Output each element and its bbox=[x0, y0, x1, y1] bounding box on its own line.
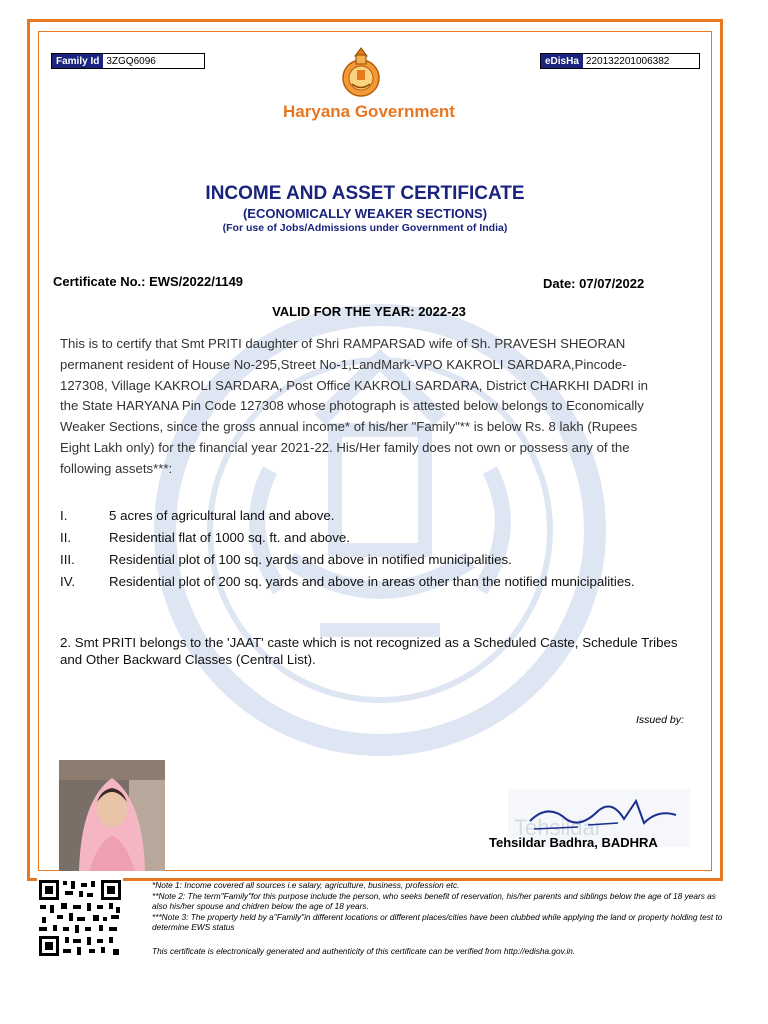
signatory-title: Tehsildar Badhra, BADHRA bbox=[489, 835, 658, 850]
asset-text: Residential flat of 1000 sq. ft. and above. bbox=[109, 530, 350, 545]
certificate-number: Certificate No.: EWS/2022/1149 bbox=[53, 274, 244, 289]
certificate-date: Date: 07/07/2022 bbox=[543, 276, 645, 291]
list-item bbox=[60, 530, 680, 546]
asset-text: Residential plot of 200 sq. yards and above in areas other than the notified municipalities. bbox=[109, 574, 635, 589]
haryana-emblem-icon bbox=[341, 42, 381, 98]
footnote-1: *Note 1: Income covered all sources i.e salary, agriculture, business, profession etc. bbox=[152, 880, 460, 890]
government-name: Haryana Government bbox=[283, 102, 455, 121]
edisha-label: eDisHa bbox=[541, 54, 583, 68]
list-item bbox=[60, 508, 680, 524]
asset-number: I. bbox=[60, 508, 68, 523]
qr-code-icon[interactable] bbox=[37, 878, 123, 958]
verification-note: This certificate is electronically generated and authenticity of this certificate can be verified from http://edisha.gov.in. bbox=[152, 946, 576, 956]
certificate-subnote: (For use of Jobs/Admissions under Government of India) bbox=[222, 222, 508, 234]
certification-paragraph: This is to certify that Smt PRITI daughter of Shri RAMPARSAD wife of Sh. PRAVESH SHEORAN permanent resident of House No-295,Street No-1,LandMark-VPO KAKROLI SARDARA,Pincode-127308, Village KAKROLI SARDARA, Post Office KAKROLI SARDARA, District CHARKHI DADRI in the State HARYANA Pin Code 127308 whose photograph is attested below belongs to Economically Weaker Sections, since the gross annual income* of his/her "Family"** is below Rs. 8 lakh (Rupees Eight Lakh only) for the financial year 2021-22. His/Her family does not own or possess any of the following assets***: bbox=[60, 336, 649, 476]
list-item bbox=[60, 574, 680, 590]
certificate-subtitle: (ECONOMICALLY WEAKER SECTIONS) bbox=[242, 206, 488, 221]
asset-number: III. bbox=[60, 552, 75, 567]
asset-text: 5 acres of agricultural land and above. bbox=[109, 508, 335, 523]
svg-text:Tehsildar: Tehsildar bbox=[514, 815, 603, 840]
caste-statement: 2. Smt PRITI belongs to the 'JAAT' caste which is not recognized as a Scheduled Caste, Schedule Tribes and Other Backward Classes (Central List). bbox=[60, 635, 678, 667]
family-id-value: 3ZGQ6096 bbox=[106, 56, 156, 67]
validity-year: VALID FOR THE YEAR: 2022-23 bbox=[272, 304, 466, 319]
certificate-title: INCOME AND ASSET CERTIFICATE bbox=[205, 183, 525, 204]
list-item bbox=[60, 552, 680, 568]
assets-list bbox=[60, 508, 680, 596]
asset-text: Residential plot of 100 sq. yards and above in notified municipalities. bbox=[109, 552, 512, 567]
edisha-box bbox=[540, 53, 700, 69]
family-id-label: Family Id bbox=[52, 54, 103, 68]
footnotes bbox=[152, 880, 727, 933]
applicant-photo bbox=[59, 760, 165, 871]
family-id-box bbox=[51, 53, 205, 69]
asset-number: IV. bbox=[60, 574, 76, 589]
edisha-value: 220132201006382 bbox=[585, 56, 670, 67]
asset-number: II. bbox=[60, 530, 72, 545]
issued-by-label: Issued by: bbox=[636, 714, 684, 726]
footnote-3: ***Note 3: The property held by a"Family"in different locations or different places/cities have been clubbed while applying the land or property holding test to determine EWS status bbox=[152, 911, 723, 932]
footnote-2: **Note 2: The term"Family"for this purpose include the person, who seeks benefit of reservation, his/her parents and siblings below the age of 18 years as also his/her spouse and chidren below the age of 18 years. bbox=[152, 890, 716, 911]
